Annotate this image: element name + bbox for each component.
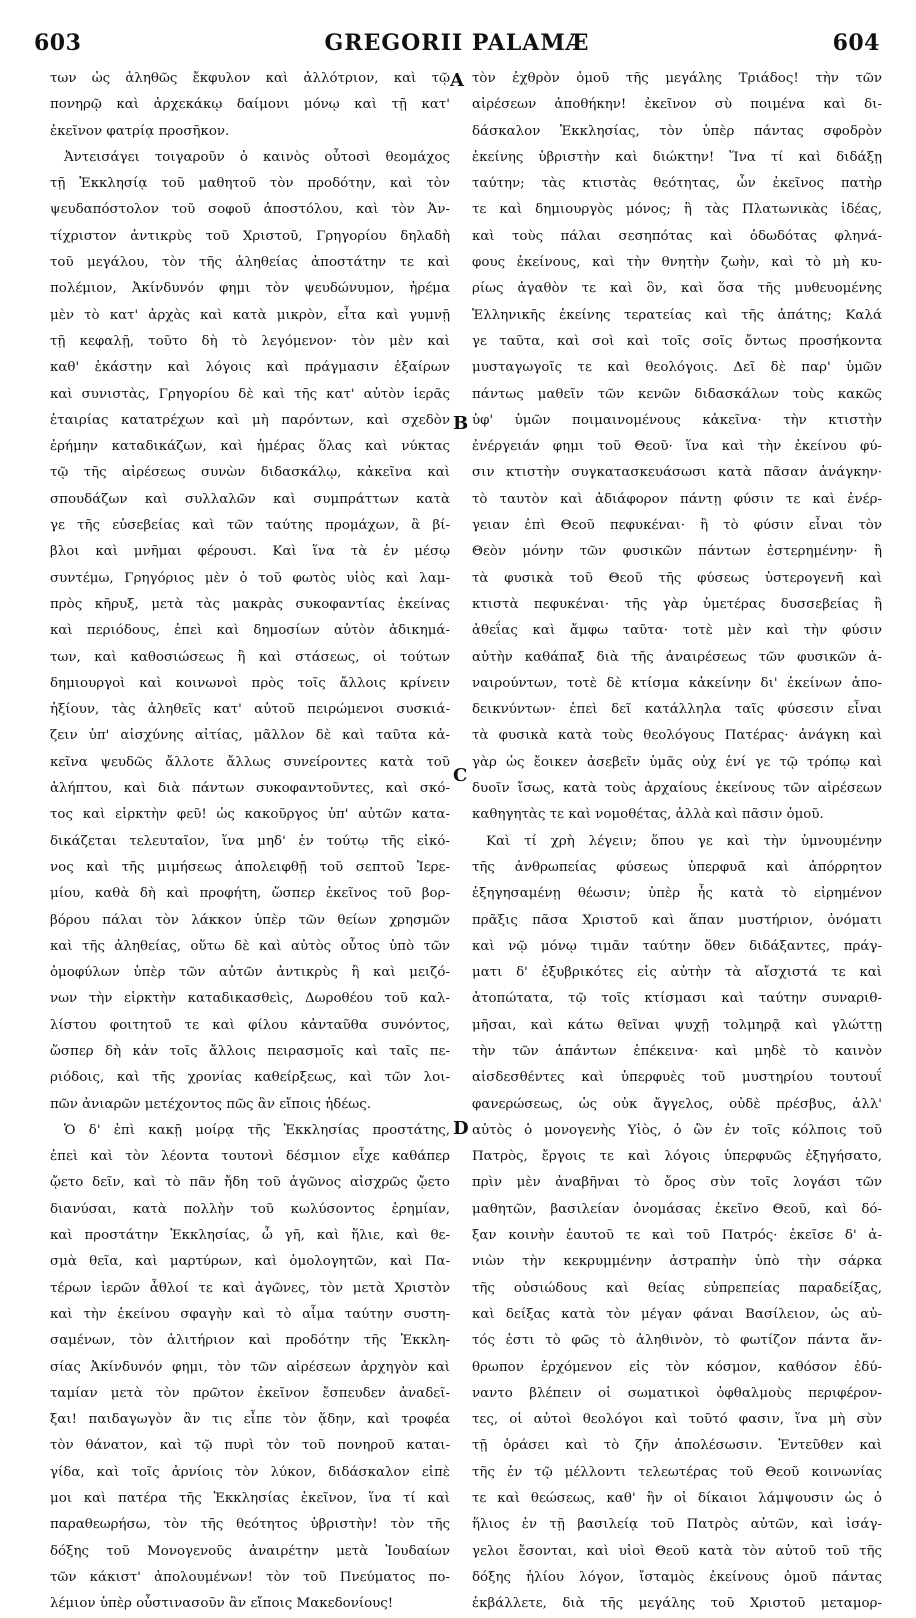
text-line: αὐτὴν καθάπαξ διὰ τῆς ἀναιρέσεως τῶν φυσικῶν ἀ- [472,649,882,665]
text-line: καὶ τῆς ἀληθείας, οὕτω δὲ καὶ αὐτὸς οὗτος ὑπὸ τῶν [50,938,450,954]
text-line: Ἀντεισάγει τοιγαροῦν ὁ καινὸς οὗτοσὶ θεομάχος [64,149,450,165]
text-line: ἑταιρίας κατατρέχων καὶ μὴ παρόντων, καὶ σχεδὸν [50,412,450,428]
margin-letter-a: A [450,70,464,91]
text-line: τῆς οὐσιώδους καὶ θείας εὐπρεπείας παραδείξας, [472,1280,882,1296]
text-line: δικάζεται τελευταῖον, ἵνα μηδ' ἐν τούτῳ τῆς εἰκό- [50,833,450,849]
text-line: αἰσδεσθέντες καὶ ὑπερφυὲς τοῦ μυστηρίου τουτουΐ [472,1070,882,1086]
text-line: γὰρ ὡς ἔοικεν ἀσεβεῖν ὑμᾶς οὐχ ἑνί γε τῷ τρόπῳ καὶ [472,754,882,770]
text-line: ξαι! παιδαγωγὸν ἂν τις εἶπε τὸν ᾅδην, καὶ τροφέα [50,1412,450,1428]
text-line: ἀλήπτου, καὶ διὰ πάντων συκοφαντοῦντες, καὶ σκό- [50,781,450,797]
text-line: νος καὶ τῆς μιμήσεως ἀπολειφθῇ τοῦ σεπτοῦ Ἱερε- [50,859,450,875]
text-line: τέρων ἱερῶν ἆθλοί τε καὶ ἀγῶνες, τὸν μετὰ Χριστὸν [50,1280,450,1296]
text-line: διανύσαι, κατὰ πολλὴν τοῦ κωλύσοντος ἐρημίαν, [50,1201,450,1217]
text-line: Θεὸν μόνην τῶν φυσικῶν πάντων ἐστερημένην· ἢ [472,544,882,560]
text-line: μαθητῶν, βασιλείαν ὀνομάσας ἐκεῖνο Θεοῦ, καὶ δό- [472,1201,882,1217]
text-line: πῶν ἀνιαρῶν μετέχοντος πῶς ἂν εἴποις ἡδέως. [50,1096,371,1112]
text-line: ἀθεΐας καὶ ἄμφω ταῦτα· τοτὲ μὲν καὶ τὴν φύσιν [472,623,882,639]
text-line: ματι δ' ἐξυβρικότες εἰς αὐτὴν τὰ αἴσχιστά τε καὶ [472,965,882,981]
text-line: καὶ προστάτην Ἐκκλησίας, ὦ γῆ, καὶ ἥλιε, καὶ θε- [50,1228,450,1244]
text-line: δόξης τοῦ Μονογενοῦς ἀναιρέτην μετὰ Ἰουδαίων [50,1543,450,1559]
text-line: ἐξηγησαμένῃ θέωσιν; ὑπὲρ ἧς κατὰ τὸ εἰρημένον [472,886,882,902]
text-line: πολέμιον, Ἀκίνδυνόν φημι τὸν ψευδώνυμον, ἠρέμα [50,281,450,297]
text-line: τὰ φυσικὰ κατὰ τοὺς θεολόγους Πατέρας· ἀνάγκη καὶ [472,728,882,744]
text-line: τίχριστον ἀντικρὺς τοῦ Χριστοῦ, Γρηγορίου δηλαδὴ [50,228,450,244]
text-line: πρᾶξις πᾶσα Χριστοῦ καὶ ἅπαν μυστήριον, ὀνόματι [472,912,882,928]
text-line: ἐκβάλλετε, διὰ τῆς μεγάλης τοῦ Χριστοῦ μεταμορ- [472,1596,882,1612]
text-line: λίστου φοιτητοῦ τε καὶ φίλου κἀνταῦθα συνόντος, [50,1017,450,1033]
left-column [50,66,450,1612]
text-line: βόρου πάλαι τὸν λάκκον ὑπὲρ τῶν θείων χρησμῶν [50,912,450,928]
text-line: τοῦ μεγάλου, τὸν τῆς ἀληθείας ἀποστάτην τε καὶ [50,255,450,271]
text-line: μὲν τὸ κατ' ἀρχὰς καὶ κατὰ μικρὸν, εἶτα καὶ γυμνῇ [50,307,450,323]
text-line: τῇ ὁράσει καὶ τὸ ζῆν ἀπολέσωσιν. Ἐντεῦθεν καὶ [472,1438,882,1454]
text-line: φανερώσεως, ὡς οὐκ ἄγγελος, οὐδὲ πρέσβυς, ἀλλ' [472,1096,882,1112]
text-line: τῆς ἀνθρωπείας φύσεως ὑπερφυᾶ καὶ ἀπόρρητον [472,859,882,875]
page-number-left: 603 [34,30,82,56]
text-line: πάντως μαθεῖν τῶν κενῶν διδασκάλων τοὺς κακῶς [472,386,882,402]
text-line: ζειν ὑπ' αἰσχύνης αἰτίας, μᾶλλον δὲ καὶ ταῦτα κἀ- [50,728,450,744]
text-line: ξαν κοινὴν ἑαυτοῦ τε καὶ τοῦ Πατρός· ἐκεῖσε δ' ἀ- [472,1228,882,1244]
text-line: τε καὶ δημιουργὸς μόνος; ἢ τὰς Πλατωνικὰς ἰδέας, [472,202,882,218]
text-line: σαμένων, τὸν ἀλιτήριον καὶ προδότην τῆς Ἐκκλη- [50,1333,450,1349]
text-line: ἐπεὶ καὶ τὸν λέοντα τουτονὶ δέσμιον εἶχε καθάπερ [50,1149,450,1165]
text-line: δάσκαλον Ἐκκλησίας, τὸν ὑπὲρ πάντας σφοδρὸν [472,123,882,139]
text-line: γελοι ἔσονται, καὶ υἱοὶ Θεοῦ κατὰ τὸν αὐτοῦ τοῦ τῆς [472,1543,882,1559]
text-line: κεῖνα ψευδῶς ἄλλοτε ἄλλως συνείροντες κατὰ τοῦ [50,754,450,770]
text-line: πρὶν μὲν ἀναβῆναι τὸ ὄρος σὺν τοῖς λογάσι τῶν [472,1175,882,1191]
text-line: τες, οἱ αὐτοὶ θεολόγοι καὶ τοῦτό φασιν, ἵνα μὴ σὺν [472,1412,882,1428]
text-line: δεικνύντων· ἐπεὶ δεῖ κατάλληλα ταῖς φύσεσιν εἶναι [472,702,882,718]
text-line: δημιουργοὶ καὶ κοινωνοὶ πρὸς τοῖς ἄλλοις κρίνειν [50,675,450,691]
text-line: καὶ δείξας κατὰ τὸν μέγαν φάναι Βασίλειον, ὡς αὐ- [472,1306,882,1322]
text-line: ὥσπερ δὴ κἀν τοῖς ἄλλοις πειρασμοῖς καὶ ταῖς πε- [50,1043,450,1059]
text-line: Ὁ δ' ἐπὶ κακῇ μοίρᾳ τῆς Ἐκκλησίας προστάτης, [64,1122,450,1138]
text-line: τῇ Ἐκκλησίᾳ τοῦ μαθητοῦ τὸν προδότην, καὶ τὸν [50,176,450,192]
margin-letter-b: B [453,413,469,434]
text-line: τὸν θάνατον, καὶ τῷ πυρὶ τὸν τοῦ πονηροῦ καται- [50,1438,450,1454]
text-line: τος καὶ εἱρκτὴν φεῦ! ὡς κακοῦργος ὑπ' αὐτῶν κατα- [50,807,450,823]
text-line: καὶ συνιστὰς, Γρηγορίου δὲ καὶ τῆς κατ' αὐτὸν ἱερᾶς [50,386,450,402]
text-line: θρωπον ἐρχόμενον εἰς τὸν κόσμον, καθόσον ἐδύ- [472,1359,882,1375]
text-line: Ἑλληνικῆς ἐκείνης τερατείας καὶ τῆς ἀπάτης; Καλά [472,307,882,323]
text-line: ταμίαν μετὰ τὸν πρῶτον ἐκεῖνον ἔσπευδεν ἀναδεῖ- [50,1385,450,1401]
text-line: ἐκεῖνον φατρίᾳ προσῆκον. [50,123,230,139]
text-line: γειαν ἐπὶ Θεοῦ πεφυκέναι· ἢ τὸ φύσιν εἶναι τὸν [472,518,882,534]
text-line: ἀτοπώτατα, τῷ τοῖς κτίσμασι καὶ ταύτην συναριθ- [472,991,882,1007]
margin-letter-c: C [453,765,468,786]
text-line: ἐκείνης ὑβριστὴν καὶ διώκτην! Ἵνα τί καὶ διδάξῃ [472,149,882,165]
text-line: γε τῆς εὐσεβείας καὶ τῶν ταύτης προμάχων, ἃ βί- [50,518,450,534]
text-line: τός ἐστι τὸ φῶς τὸ ἀληθινὸν, τὸ φωτίζον πάντα ἄν- [472,1333,882,1349]
text-line: φους ἐκείνους, καὶ τὴν θνητὴν ζωὴν, καὶ τὸ μὴ κυ- [472,255,882,271]
margin-letter-d: D [453,1118,469,1139]
text-line: καὶ τὴν ἐκείνου σφαγὴν καὶ τὸ αἷμα ταύτην συστη- [50,1306,450,1322]
text-line: ἐνέργειάν φημι τοῦ Θεοῦ· ἵνα καὶ τὴν ἐκείνου φύ- [472,439,882,455]
text-line: καθηγητὰς τε καὶ νομοθέτας, ἀλλὰ καὶ πᾶσιν ὁμοῦ. [472,807,824,823]
text-line: γίδα, καὶ τοῖς ἀρνίοις τὸν λύκον, διδάσκαλον εἰπὲ [50,1464,450,1480]
text-line: λέμιον ὑπὲρ οὖστινασοῦν ἂν εἴποις Μακεδονίους! [50,1596,394,1612]
running-title: GREGORII PALAMÆ [324,30,590,56]
text-line: αὐτὸς ὁ μονογενὴς Υἱὸς, ὁ ὢν ἐν τοῖς κόλποις τοῦ [472,1122,882,1138]
text-line: μῆσαι, καὶ κάτω θεῖναι ψυχῇ τολμηρᾷ καὶ γλώττῃ [472,1017,882,1033]
text-line: αἱρέσεων ἀποθήκην! ἐκεῖνον σὺ ποιμένα καὶ δι- [472,97,882,113]
text-line: πονηρῷ καὶ ἀρχεκάκῳ δαίμονι μόνῳ καὶ τῇ κατ' [50,97,450,113]
text-line: καθ' ἑκάστην καὶ λόγοις καὶ πράγμασιν ἐξαίρων [50,360,450,376]
text-line: νων τὴν εἱρκτὴν καταδικασθεὶς, Δωροθέου τοῦ καλ- [50,991,450,1007]
text-line: ἐρήμην καταδικάζων, καὶ ἡμέρας ὅλας καὶ νύκτας [50,439,450,455]
text-line: ἠξίουν, τὰς ἀληθεῖς κατ' αὐτοῦ πειρώμενοι συσκιά- [50,702,450,718]
text-line: ψευδαπόστολον τοῦ σοφοῦ ἀποστόλου, καὶ τὸν Ἀν- [50,202,450,218]
text-line: τῶν κάκιστ' ἀπολουμένων! τὸν τοῦ Πνεύματος πο- [50,1569,450,1585]
text-line: βλοι καὶ μνῆμαι φέρουσι. Καὶ ἵνα τὰ ἐν μέσῳ [50,544,450,560]
text-line: ναντο βλέπειν οἱ σωματικοὶ ὀφθαλμοὺς περιφέρον- [472,1385,882,1401]
text-line: ὁμοφύλων ὑπὲρ τῶν αὐτῶν ἀντικρὺς ἢ καὶ μειζό- [50,965,450,981]
text-line: μίου, καθὰ δὴ καὶ προφήτη, ὥσπερ ἐκεῖνος τοῦ βορ- [50,886,450,902]
text-line: μοι καὶ πατέρα τῆς Ἐκκλησίας ἐκεῖνον, ἵνα τί καὶ [50,1491,450,1507]
text-line: σιν κτιστὴν συγκατασκευάσωσι κατὰ πᾶσαν ἀνάγκην· [472,465,882,481]
page-number-right: 604 [832,30,880,56]
text-line: τὸν ἐχθρὸν ὁμοῦ τῆς μεγάλης Τριάδος! τὴν τῶν [472,71,882,86]
text-line: τὰ φυσικὰ τοῦ Θεοῦ τῆς φύσεως ὑστερογενῆ καὶ [472,570,882,586]
text-line: καὶ περιόδους, ἐπεὶ καὶ δημοσίων αὐτὸν ἀδικημά- [50,623,450,639]
text-line: ὑφ' ὑμῶν ποιμαινομένους κἀκεῖνα· τὴν κτιστὴν [472,412,882,428]
text-line: ναιρούντων, τοτὲ δὲ κτίσμα κἀκείνην δι' ἐκείνων ἀπο- [472,675,882,691]
text-line: σίας Ἀκίνδυνόν φημι, τὸν τῶν αἱρέσεων ἀρχηγὸν καὶ [50,1359,450,1375]
text-line: ταύτην; τὰς κτιστὰς θεότητας, ὧν ἐκεῖνος πατὴρ [472,176,882,192]
text-line: πρὸς κῆρυξ, μετὰ τὰς μακρὰς συκοφαντίας ἐκείνας [50,596,450,612]
text-line: ἥλιος ἐν τῇ βασιλείᾳ τοῦ Πατρὸς αὐτῶν, καὶ ἰσάγ- [472,1517,882,1533]
text-line: δυοῖν ἴσως, κατὰ τοὺς ἀρχαίους ἐκείνους τῶν αἱρέσεων [472,781,882,797]
text-line: των ὡς ἀληθῶς ἔκφυλον καὶ ἀλλότριον, καὶ τῷ [50,71,450,86]
text-line: τῷ τῆς αἱρέσεως συνὼν διδασκάλῳ, κἀκεῖνα καὶ [50,465,450,481]
text-line: παραθεωρήσω, τὸν τῆς θεότητος ὑβριστὴν! τὸν τῆς [50,1517,450,1533]
text-line: κτιστὰ πεφυκέναι· τῆς γὰρ ὑμετέρας δυσσεβείας ἢ [472,596,882,612]
text-line: Πατρὸς, ἔργοις τε καὶ λόγοις ὑπερφυῶς ἐξηγήσατο, [472,1149,882,1165]
text-line: ρίως ἀγαθὸν τε καὶ ὂν, καὶ ὅσα τῆς μυθευομένης [472,281,882,297]
text-line: καὶ νῷ μόνῳ τιμᾶν ταύτην ὅθεν διδάξαντες, πράγ- [472,938,882,954]
text-line: τὴν τῶν ἁπάντων ἐπέκεινα· καὶ μηδὲ τὸ καινὸν [472,1043,882,1059]
text-line: δόξης ἡλίου λόγον, ἴσταμὸς ἐκείνους ὁμοῦ πάντας [472,1569,882,1585]
text-line: σμὰ θεῖα, καὶ μαρτύρων, καὶ ὁμολογητῶν, καὶ Πα- [50,1254,450,1270]
right-column [472,66,882,1612]
text-line: τῆς ἐν τῷ μέλλοντι τελεωτέρας τοῦ Θεοῦ κοινωνίας [472,1464,882,1480]
text-line: των, καὶ καθοσιώσεως ἢ καὶ στάσεως, οἱ τούτων [50,649,450,665]
text-line: τε καὶ θεώσεως, καθ' ἣν οἱ δίκαιοι λάμψουσιν ὡς ὁ [472,1491,882,1507]
text-line: γε ταῦτα, καὶ σοὶ καὶ τοῖς σοῖς ὄντως προσήκοντα [472,333,882,349]
text-line: Καὶ τί χρὴ λέγειν; ὅπου γε καὶ τὴν ὑμνουμένην [486,833,882,849]
page-header [30,30,884,60]
text-line: ᾤετο δεῖν, καὶ τὸ πᾶν ἤδη τοῦ ἀγῶνος αἰσχρῶς ᾤετο [50,1175,450,1191]
text-line: μυσταγωγοῖς τε καὶ θεολόγοις. Δεῖ δὲ παρ' ὑμῶν [472,360,882,376]
text-line: τὸ ταυτὸν καὶ ἀδιάφορον πάντῃ φύσιν τε καὶ ἐνέρ- [472,491,882,507]
text-line: νιὼν τὴν κεκρυμμένην ἀστραπὴν ὑπὸ τὴν σάρκα [472,1254,882,1270]
text-line: τῇ κεφαλῇ, τοῦτο δὴ τὸ λεγόμενον· τὸν μὲν καὶ [50,333,450,349]
text-line: σπουδάζων καὶ συλλαλῶν καὶ συμπράττων κατὰ [50,491,450,507]
text-line: συντέμω, Γρηγόριος μὲν ὁ τοῦ φωτὸς υἱὸς καὶ λαμ- [50,570,450,586]
text-line: ριόδοις, καὶ τῆς χρονίας καθείρξεως, καὶ τῶν λοι- [50,1070,450,1086]
text-line: καὶ τοὺς πάλαι σεσηπότας καὶ ὀδωδότας φληνά- [472,228,882,244]
